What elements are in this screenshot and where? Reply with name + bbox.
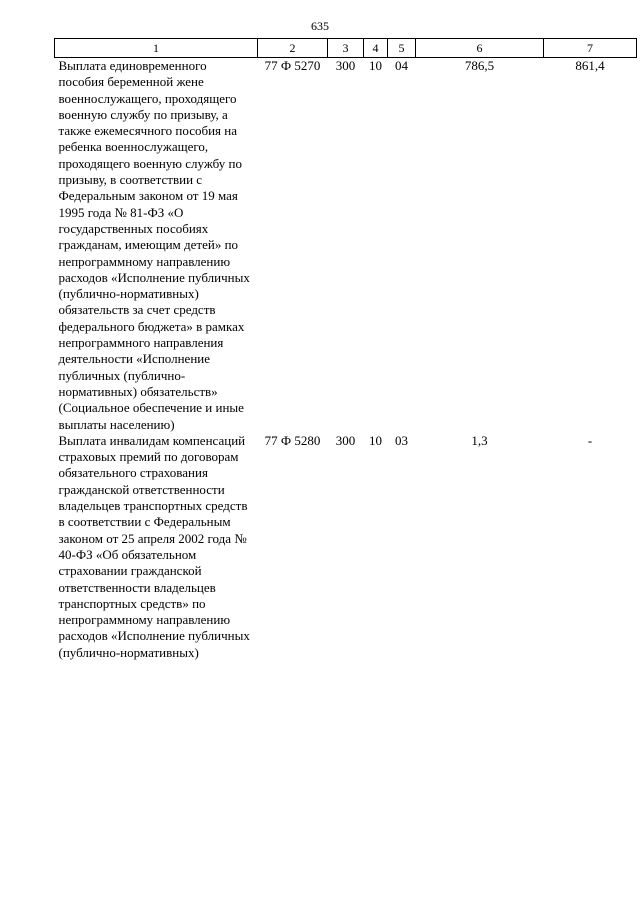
amount-col7: - (587, 432, 593, 448)
amount-col7: 861,4 (575, 58, 605, 73)
expense-type-code: 300 (335, 58, 356, 73)
table-row (55, 58, 637, 433)
expense-name: Выплата единовременного пособия беременной жене военнослужащего, проходящего военную службу по призыву, а также ежемесячного пособия на ребенка военнослужащего, проходящего военную службу по призыву, в соответствии с Федеральным законом от 19 мая 1995 года № 81-ФЗ «О государственных пособиях гражданам, имеющим детей» по непрограммному направлению расходов «Исполнение публичных (публично-нормативных) обязательств за счет средств федерального бюджета» в рамках непрограммного направления деятельности «Исполнение публичных (публично-нормативных) обязательств» (Социальное обеспечение и иные выплаты населению) (58, 58, 250, 432)
table-header-row (55, 39, 637, 58)
amount-col6: 786,5 (464, 58, 495, 73)
column-header-6: 6 (416, 39, 544, 58)
column-header-5: 5 (388, 39, 416, 58)
column-header-1: 1 (55, 39, 258, 58)
table-row (55, 433, 637, 661)
column-header-2: 2 (258, 39, 328, 58)
section-code: 10 (369, 432, 382, 448)
section-code: 10 (369, 58, 382, 73)
column-header-3: 3 (328, 39, 364, 58)
expense-name: Выплата инвалидам компенсаций страховых премий по договорам обязательного страхования гражданской ответственности владельцев транспортных средств в соответствии с Федеральным законом от 25 апреля 2002 года № 40-ФЗ «Об обязательном страховании гражданской ответственности владельцев транспортных средств» по непрограммному направлению расходов «Исполнение публичных (публично-нормативных) (58, 432, 250, 660)
target-article-code: 77 Ф 5280 (264, 432, 321, 448)
target-article-code: 77 Ф 5270 (264, 58, 321, 73)
column-header-7: 7 (544, 39, 637, 58)
subsection-code: 04 (395, 58, 408, 73)
budget-table (54, 38, 637, 661)
column-header-4: 4 (364, 39, 388, 58)
expense-type-code: 300 (335, 432, 356, 448)
page-number: 635 (311, 19, 329, 33)
subsection-code: 03 (395, 432, 408, 448)
amount-col6: 1,3 (471, 432, 488, 448)
